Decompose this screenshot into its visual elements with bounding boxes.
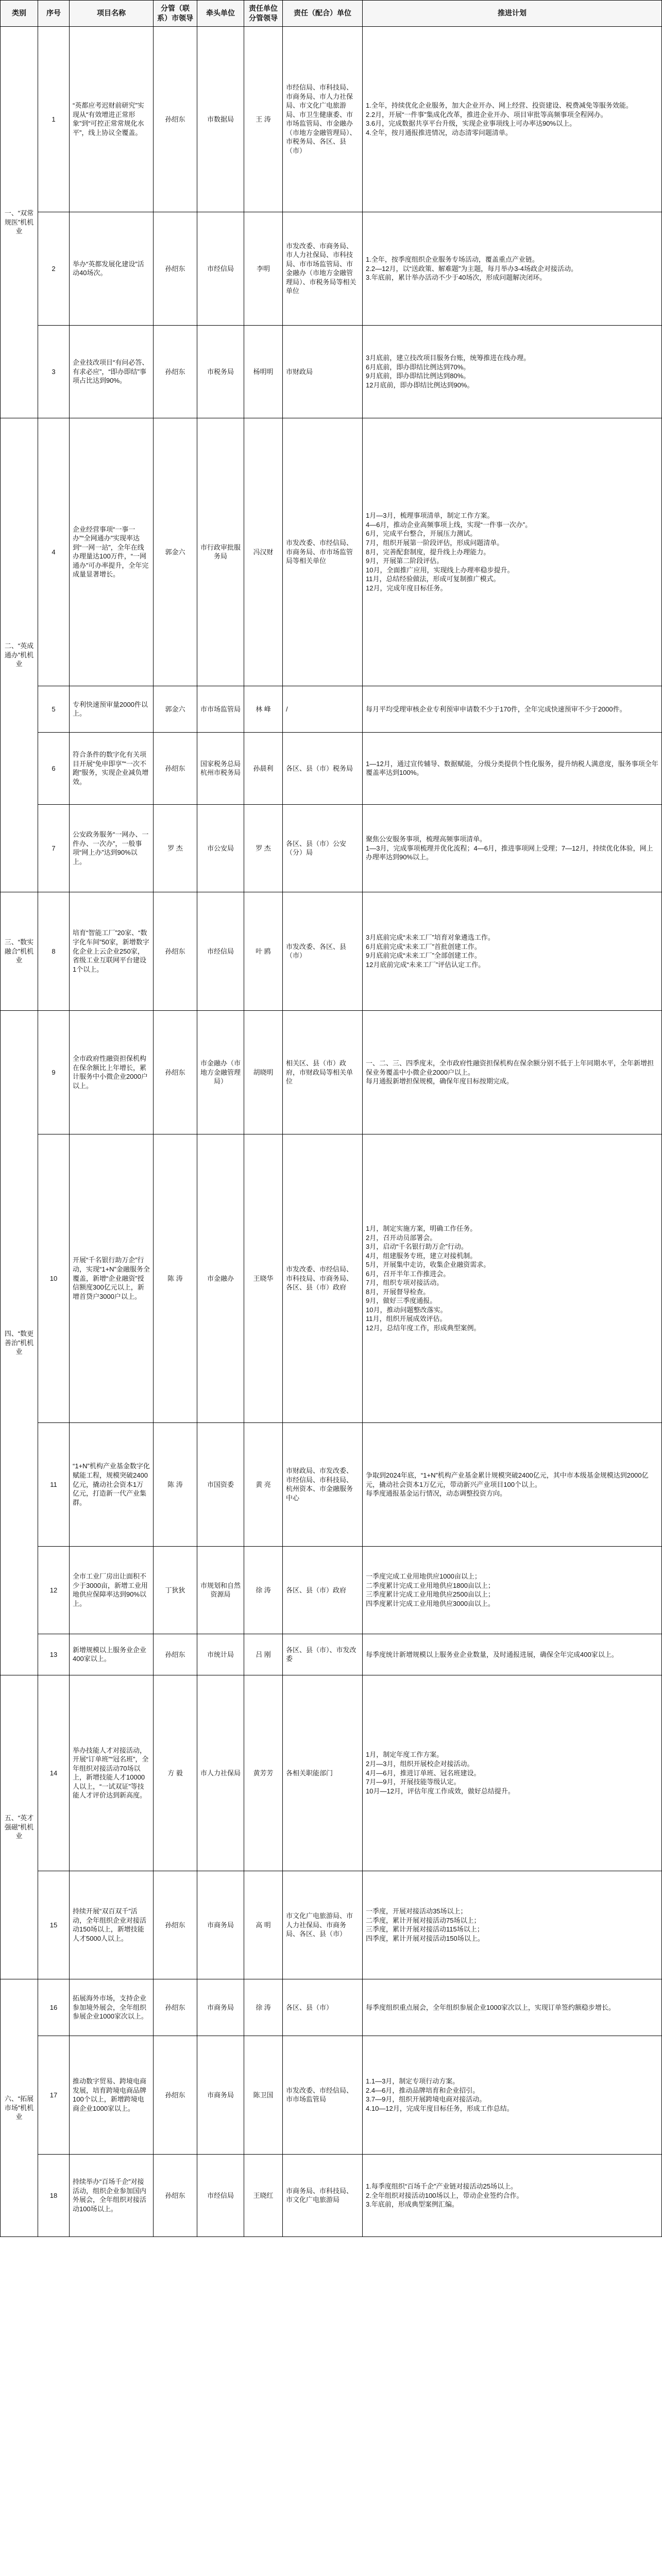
- leader-cell: 陈 涛: [154, 1422, 197, 1546]
- lead-unit-cell: 市经信局: [197, 212, 244, 325]
- header-category: 类别: [1, 1, 38, 27]
- lead-unit-leader-cell: 冯汉财: [244, 418, 283, 686]
- table-row: [1, 1634, 662, 1675]
- responsible-units-cell: 市财政局、市发改委、市经信局、市科技局、杭州资本、市金融服务中心: [283, 1422, 363, 1546]
- project-cell: 全市工业厂房出让面积不少于3000亩，新增工业用地供应保障率达到90%以上。: [70, 1546, 154, 1634]
- table-row: [1, 1422, 662, 1546]
- responsible-units-cell: 市文化广电旅游局、市人力社保局、市商务局、各区、县（市）: [283, 1871, 363, 1979]
- plan-cell: 1.全年，按季度组织企业服务专场活动，覆盖重点产业链。 2.2—12月，以“送政策、解难题”为主题，每月举办3-4场政企对接活动。 3.年底前，累计举办活动不少于40场次，形成问题解决闭环。: [363, 212, 662, 325]
- lead-unit-cell: 市国资委: [197, 1422, 244, 1546]
- category-cell: 一、“双常规医”机机业: [1, 26, 38, 418]
- lead-unit-cell: 市行政审批服务局: [197, 418, 244, 686]
- lead-unit-cell: 市公安局: [197, 804, 244, 892]
- leader-cell: 陈 涛: [154, 1134, 197, 1422]
- row-number-cell: 7: [38, 804, 70, 892]
- lead-unit-cell: 市经信局: [197, 2154, 244, 2236]
- plan-cell: 一、二、三、四季度末，全市政府性融资担保机构在保余额分别不低于上年同期水平，全年新增担保业务覆盖中小微企业2000户以上。 每月通报新增担保规模，确保年度目标按期完成。: [363, 1010, 662, 1134]
- category-cell: 二、“英成通办”机机业: [1, 418, 38, 892]
- table-row: [1, 325, 662, 418]
- plan-cell: 一季度，开展对接活动35场以上； 二季度，累计开展对接活动75场以上； 三季度，累计开展对接活动115场以上； 四季度，累计开展对接活动150场以上。: [363, 1871, 662, 1979]
- lead-unit-leader-cell: 王晓华: [244, 1134, 283, 1422]
- responsible-units-cell: 市发改委、市经信局、市商务局、市市场监管局等相关单位: [283, 418, 363, 686]
- responsible-units-cell: 各区、县（市）公安（分）局: [283, 804, 363, 892]
- leader-cell: 孙绍东: [154, 1634, 197, 1675]
- lead-unit-cell: 市市场监管局: [197, 686, 244, 732]
- table-body: [1, 26, 662, 2236]
- lead-unit-cell: 市经信局: [197, 892, 244, 1010]
- project-cell: “英都应考迟财前研究”实现从“有效增进正常形象”到“可控正常常规化水平”，线上协议全覆盖。: [70, 26, 154, 212]
- lead-unit-leader-cell: 林 峰: [244, 686, 283, 732]
- table-row: [1, 732, 662, 804]
- project-cell: 举办“英都发展化建设”活动40场次。: [70, 212, 154, 325]
- plan-cell: 一季度完成工业用地供应1000亩以上； 二季度累计完成工业用地供应1800亩以上； 三季度累计完成工业用地供应2500亩以上； 四季度累计完成工业用地供应3000亩以上。: [363, 1546, 662, 1634]
- responsible-units-cell: 市发改委、各区、县（市）: [283, 892, 363, 1010]
- lead-unit-cell: 市人力社保局: [197, 1675, 244, 1871]
- table-row: [1, 2154, 662, 2236]
- responsible-units-cell: 市商务局、市科技局、市文化广电旅游局: [283, 2154, 363, 2236]
- row-number-cell: 2: [38, 212, 70, 325]
- lead-unit-cell: 国家税务总局杭州市税务局: [197, 732, 244, 804]
- table-row: [1, 2036, 662, 2154]
- lead-unit-leader-cell: 王 涛: [244, 26, 283, 212]
- row-number-cell: 1: [38, 26, 70, 212]
- lead-unit-leader-cell: 黄 亮: [244, 1422, 283, 1546]
- table-row: [1, 26, 662, 212]
- lead-unit-leader-cell: 杨明明: [244, 325, 283, 418]
- lead-unit-cell: 市规划和自然资源局: [197, 1546, 244, 1634]
- table-row: [1, 1010, 662, 1134]
- leader-cell: 方 毅: [154, 1675, 197, 1871]
- category-cell: 六、“拓展市场”机机业: [1, 1979, 38, 2236]
- project-cell: 持续举办“百场千企”对接活动，组织企业参加国内外展会，全年组织对接活动100场以上。: [70, 2154, 154, 2236]
- responsible-units-cell: 市经信局、市科技局、市商务局、市人力社保局、市文化广电旅游局、市卫生健康委、市市场监管局、市金融办（市地方金融管理局）、市税务局、各区、县（市）: [283, 26, 363, 212]
- plan-cell: 聚焦公安服务事项，梳理高频事项清单。 1—3月，完成事项梳理并优化流程；4—6月，推进事项网上受理；7—12月，持续优化体验，网上办理率达到90%以上。: [363, 804, 662, 892]
- table-row: [1, 686, 662, 732]
- header-resp-units: 责任（配合）单位: [283, 1, 363, 27]
- leader-cell: 孙绍东: [154, 212, 197, 325]
- responsible-units-cell: 各相关职能部门: [283, 1675, 363, 1871]
- row-number-cell: 18: [38, 2154, 70, 2236]
- lead-unit-leader-cell: 黄芳芳: [244, 1675, 283, 1871]
- leader-cell: 罗 杰: [154, 804, 197, 892]
- responsible-units-cell: 市发改委、市商务局、市人力社保局、市科技局、市市场监管局、市金融办（市地方金融管理局）、市税务局等相关单位: [283, 212, 363, 325]
- table-row: [1, 804, 662, 892]
- table-row: [1, 1675, 662, 1871]
- table-row: [1, 418, 662, 686]
- header-lead-unit: 牵头单位: [197, 1, 244, 27]
- lead-unit-cell: 市金融办（市地方金融管理局）: [197, 1010, 244, 1134]
- table-row: [1, 212, 662, 325]
- category-cell: 四、“数更善治”机机业: [1, 1010, 38, 1675]
- leader-cell: 孙绍东: [154, 1979, 197, 2036]
- project-cell: 全市政府性融资担保机构在保余额比上年增长，累计服务中小微企业2000户以上。: [70, 1010, 154, 1134]
- lead-unit-cell: 市金融办: [197, 1134, 244, 1422]
- table-row: [1, 1979, 662, 2036]
- leader-cell: 孙绍东: [154, 26, 197, 212]
- leader-cell: 丁狄狄: [154, 1546, 197, 1634]
- leader-cell: 孙绍东: [154, 892, 197, 1010]
- row-number-cell: 8: [38, 892, 70, 1010]
- responsible-units-cell: 各区、县（市）、市发改委: [283, 1634, 363, 1675]
- project-cell: 符合条件的数字化有关项目开展“免申即享”“一次不跑”服务，实现企业减负增效。: [70, 732, 154, 804]
- leader-cell: 孙绍东: [154, 1010, 197, 1134]
- project-cell: 开展“千名银行助万企”行动，实现“1+N”金融服务全覆盖，新增“企业融资”授信额度300亿元以上，新增首贷户3000户以上。: [70, 1134, 154, 1422]
- lead-unit-leader-cell: 吕 刚: [244, 1634, 283, 1675]
- lead-unit-leader-cell: 叶 鸥: [244, 892, 283, 1010]
- project-cell: 公安政务服务“一网办、一件办、一次办”，一般事项“网上办”达到90%以上。: [70, 804, 154, 892]
- lead-unit-leader-cell: 胡晓明: [244, 1010, 283, 1134]
- plan-cell: 3月底前，建立技改项目服务台账，统筹推进在线办理。 6月底前，即办即结比例达到70%。 9月底前，即办即结比例达到80%。 12月底前，即办即结比例达到90%。: [363, 325, 662, 418]
- responsible-units-cell: 市财政局: [283, 325, 363, 418]
- lead-unit-leader-cell: 孙晨利: [244, 732, 283, 804]
- row-number-cell: 6: [38, 732, 70, 804]
- lead-unit-leader-cell: 李明: [244, 212, 283, 325]
- plan-cell: 1月—3月，梳理事项清单，制定工作方案。 4—6月，推动企业高频事项上线，实现“一件事一次办”。 6月，完成平台整合，开展压力测试。 7月，组织开展第一阶段评估，形成问题清单。 8月，完善配套制度，提升线上办理能力。 9月，开展第二阶段评估。 10月，全面推广应用，实现线上办理率稳步提升。 11月，总结经验做法，形成可复制推广模式。 12月，完成年度目标任务。: [363, 418, 662, 686]
- plan-cell: 每季度组织重点展会，全年组织参展企业1000家次以上，实现订单签约额稳步增长。: [363, 1979, 662, 2036]
- lead-unit-leader-cell: 徐 涛: [244, 1979, 283, 2036]
- responsible-units-cell: /: [283, 686, 363, 732]
- project-cell: 推动数字贸易、跨境电商发展，培育跨境电商品牌100个以上，新增跨境电商企业1000家以上。: [70, 2036, 154, 2154]
- responsible-units-cell: 市发改委、市经信局、市科技局、市商务局、各区、县（市）政府: [283, 1134, 363, 1422]
- leader-cell: 孙绍东: [154, 732, 197, 804]
- plan-cell: 1月，制定实施方案，明确工作任务。 2月，召开动员部署会。 3月，启动“千名银行助万企”行动。 4月，组建服务专班，建立对接机制。 5月，开展集中走访，收集企业融资需求。 6月，召开半年工作推进会。 7月，组织专项对接活动。 8月，开展督导检查。 9月，做好三季度通报。 10月，推动问题整改落实。 11月，组织开展成效评估。 12月，总结年度工作，形成典型案例。: [363, 1134, 662, 1422]
- row-number-cell: 3: [38, 325, 70, 418]
- project-cell: 拓展海外市场，支持企业参加境外展会，全年组织参展企业1000家次以上。: [70, 1979, 154, 2036]
- header-leader: 分管（联系）市领导: [154, 1, 197, 27]
- project-cell: 持续开展“双百双千”活动，全年组织企业对接活动150场以上，新增技能人才5000人以上。: [70, 1871, 154, 1979]
- category-cell: 三、“数实融合”机机业: [1, 892, 38, 1010]
- lead-unit-cell: 市税务局: [197, 325, 244, 418]
- lead-unit-leader-cell: 徐 涛: [244, 1546, 283, 1634]
- table-row: [1, 1546, 662, 1634]
- table-row: [1, 892, 662, 1010]
- row-number-cell: 14: [38, 1675, 70, 1871]
- leader-cell: 孙绍东: [154, 1871, 197, 1979]
- lead-unit-cell: 市统计局: [197, 1634, 244, 1675]
- plan-cell: 1.全年，持续优化企业服务，加大企业开办、网上经营、投资建设、税费减免等服务效能。 2.2月，开展“一件事”集成化改革，推进企业开办、项目审批等高频事项全程网办。 3.6月，完成数据共享平台升级，实现企业事项线上可办率达90%以上。 4.全年，按月通报推进情况，动态清零问题清单。: [363, 26, 662, 212]
- lead-unit-leader-cell: 高 明: [244, 1871, 283, 1979]
- row-number-cell: 17: [38, 2036, 70, 2154]
- lead-unit-leader-cell: 陈卫国: [244, 2036, 283, 2154]
- header-lead-unit-leader: 责任单位分管领导: [244, 1, 283, 27]
- leader-cell: 孙绍东: [154, 325, 197, 418]
- project-cell: 新增规模以上服务业企业400家以上。: [70, 1634, 154, 1675]
- responsible-units-cell: 各区、县（市）税务局: [283, 732, 363, 804]
- row-number-cell: 10: [38, 1134, 70, 1422]
- leader-cell: 孙绍东: [154, 2036, 197, 2154]
- lead-unit-cell: 市数据局: [197, 26, 244, 212]
- row-number-cell: 15: [38, 1871, 70, 1979]
- row-number-cell: 4: [38, 418, 70, 686]
- responsible-units-cell: 相关区、县（市）政府，市财政局等相关单位: [283, 1010, 363, 1134]
- header-project: 项目名称: [70, 1, 154, 27]
- table-row: [1, 1871, 662, 1979]
- responsible-units-cell: 各区、县（市）: [283, 1979, 363, 2036]
- project-cell: 专利快速预审量2000件以上。: [70, 686, 154, 732]
- row-number-cell: 16: [38, 1979, 70, 2036]
- plan-cell: 争取到2024年底，“1+N”机构产业基金累计规模突破2400亿元，其中市本级基金规模达到2000亿元，撬动社会资本1万亿元，带动新兴产业项目100个以上。 每季度通报基金运行情况，动态调整投资方向。: [363, 1422, 662, 1546]
- lead-unit-leader-cell: 王晓红: [244, 2154, 283, 2236]
- leader-cell: 郭金六: [154, 686, 197, 732]
- lead-unit-cell: 市商务局: [197, 1979, 244, 2036]
- table-row: [1, 1134, 662, 1422]
- table-header-row: [1, 1, 662, 27]
- plan-cell: 1.1—3月，制定专项行动方案。 2.4—6月，推动品牌培育和企业招引。 3.7—9月，组织开展跨境电商对接活动。 4.10—12月，完成年度目标任务，形成工作总结。: [363, 2036, 662, 2154]
- header-plan: 推进计划: [363, 1, 662, 27]
- row-number-cell: 5: [38, 686, 70, 732]
- leader-cell: 孙绍东: [154, 2154, 197, 2236]
- leader-cell: 郭金六: [154, 418, 197, 686]
- responsible-units-cell: 市发改委、市经信局、市市场监管局: [283, 2036, 363, 2154]
- responsible-units-cell: 各区、县（市）政府: [283, 1546, 363, 1634]
- row-number-cell: 12: [38, 1546, 70, 1634]
- plan-cell: 每月平均受理审核企业专利预审申请数不少于170件，全年完成快速预审不少于2000件。: [363, 686, 662, 732]
- project-cell: 培育“智能工厂”20家、“数字化车间”50家，新增数字化企业上云企业250家，省级工业互联网平台建设1个以上。: [70, 892, 154, 1010]
- lead-unit-leader-cell: 罗 杰: [244, 804, 283, 892]
- plan-cell: 1月，制定年度工作方案。 2月—3月，组织开展校企对接活动。 4月—6月，推进订单班、冠名班建设。 7月—9月，开展技能等级认定。 10月—12月，评估年度工作成效，做好总结提升。: [363, 1675, 662, 1871]
- plan-cell: 每季度统计新增规模以上服务业企业数量，及时通报进展，确保全年完成400家以上。: [363, 1634, 662, 1675]
- lead-unit-cell: 市商务局: [197, 2036, 244, 2154]
- plan-cell: 1—12月，通过宣传辅导、数据赋能，分级分类提供个性化服务，提升纳税人满意度，服务事项全年覆盖率达到100%。: [363, 732, 662, 804]
- project-cell: 企业技改项目“有问必答、有求必应”，“即办即结”事项占比达到90%。: [70, 325, 154, 418]
- plan-cell: 3月底前完成“未来工厂”培育对象遴选工作。 6月底前完成“未来工厂”首批创建工作。 9月底前完成“未来工厂”全部创建工作。 12月底前完成“未来工厂”评估认定工作。: [363, 892, 662, 1010]
- row-number-cell: 13: [38, 1634, 70, 1675]
- plan-cell: 1.每季度组织“百场千企”产业链对接活动25场以上。 2.全年组织对接活动100场以上，带动企业签约合作。 3.年底前，形成典型案例汇编。: [363, 2154, 662, 2236]
- row-number-cell: 9: [38, 1010, 70, 1134]
- category-cell: 五、“英才强磁”机机业: [1, 1675, 38, 1979]
- project-cell: 企业经营事项“一事一办”“全网通办”实现率达到“一网一站”，全年在线办理量达100万件，“一网通办”可办率提升，全年完成量显著增长。: [70, 418, 154, 686]
- project-cell: 举办技能人才对接活动，开展“订单班”“冠名班”，全年组织对接活动70场以上，新增技能人才10000人以上，“一试双证”等技能人才评价达到新高度。: [70, 1675, 154, 1871]
- lead-unit-cell: 市商务局: [197, 1871, 244, 1979]
- row-number-cell: 11: [38, 1422, 70, 1546]
- header-no: 序号: [38, 1, 70, 27]
- project-cell: “1+N”机构产业基金数字化赋能工程，规模突破2400亿元，撬动社会资本1万亿元，打造新一代产业集群。: [70, 1422, 154, 1546]
